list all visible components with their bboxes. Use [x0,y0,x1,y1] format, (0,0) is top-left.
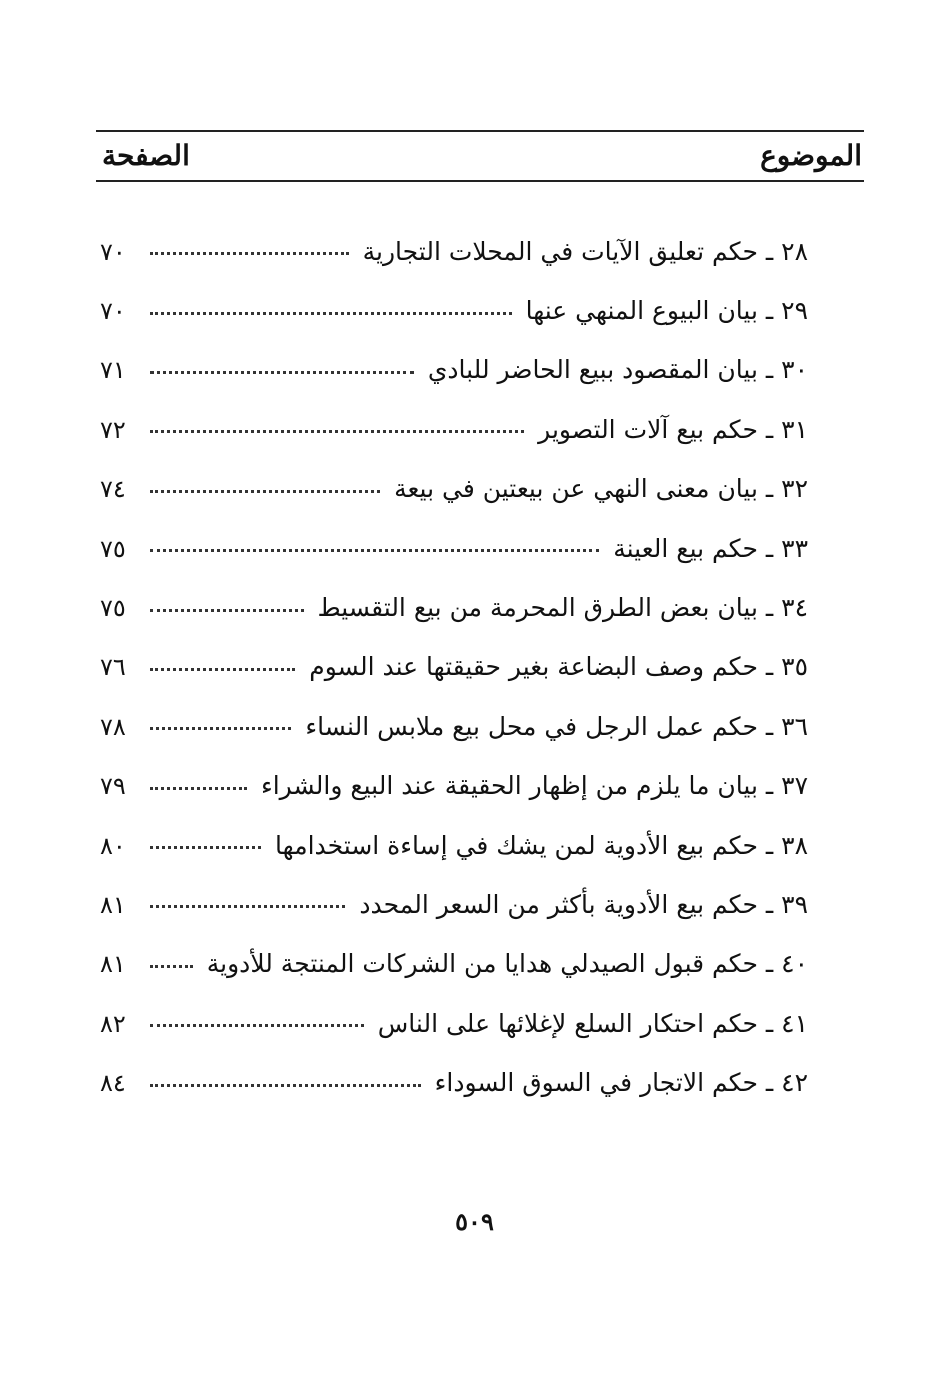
toc-header [96,130,864,182]
toc-entry-page: ٨٢ [100,1009,126,1038]
header-bottom-rule [96,180,864,182]
toc-entry [100,875,808,934]
dot-leader [150,846,261,849]
page-column-heading: الصفحة [102,139,190,172]
toc-entry-page: ٧٥ [100,594,126,623]
topic-column-heading: الموضوع [760,139,862,172]
toc-entry [100,816,808,875]
toc-entry [100,341,808,400]
toc-entry-title: ٤٠ ـ حكم قبول الصيدلي هدايا من الشركات المنتجة للأدوية [206,949,808,979]
dot-leader [150,371,414,374]
dot-leader [150,905,345,908]
toc-entry [100,460,808,519]
toc-entry-page: ٨١ [100,890,126,919]
toc-entry-page: ٧٨ [100,712,126,741]
header-top-rule [96,130,864,132]
toc-entry [100,222,808,281]
toc-entry-title: ٣١ ـ حكم بيع آلات التصوير [538,414,808,444]
dot-leader [150,312,512,315]
dot-leader [150,965,193,968]
toc-entry-title: ٣٨ ـ حكم بيع الأدوية لمن يشك في إساءة استخدامها [275,830,808,860]
toc-entry-page: ٧١ [100,356,126,385]
dot-leader [150,549,599,552]
toc-entry [100,281,808,340]
toc-entry-page: ٧٢ [100,415,126,444]
toc-entry-page: ٧٠ [100,297,126,326]
toc-entry-title: ٢٨ ـ حكم تعليق الآيات في المحلات التجارية [362,236,808,266]
toc-entry [100,757,808,816]
toc-entry-page: ٧٤ [100,475,126,504]
toc-entry-title: ٣٠ ـ بيان المقصود ببيع الحاضر للبادي [427,355,808,385]
toc-entry-page: ٧٩ [100,772,126,801]
toc-entry-page: ٧٠ [100,237,126,266]
dot-leader [150,609,304,612]
dot-leader [150,1024,364,1027]
toc-entry-title: ٣٢ ـ بيان معنى النهي عن بيعتين في بيعة [394,474,808,504]
toc-entry-page: ٧٥ [100,534,126,563]
toc-entry [100,1053,808,1112]
toc-entry-title: ٢٩ ـ بيان البيوع المنهي عنها [525,296,808,326]
toc-entry [100,994,808,1053]
dot-leader [150,727,291,730]
page-number: ٥٠٩ [455,1207,494,1236]
toc-entry-title: ٣٤ ـ بيان بعض الطرق المحرمة من بيع التقسيط [317,593,808,623]
dot-leader [150,490,380,493]
dot-leader [150,252,349,255]
toc-entry-title: ٤١ ـ حكم احتكار السلع لإغلائها على الناس [377,1008,808,1038]
dot-leader [150,787,247,790]
toc-entry-title: ٣٩ ـ حكم بيع الأدوية بأكثر من السعر المحدد [359,889,808,919]
toc-entry-page: ٨٠ [100,831,126,860]
toc-entry [100,638,808,697]
toc-entry [100,697,808,756]
dot-leader [150,668,295,671]
toc-entry-page: ٨٤ [100,1069,126,1098]
toc-entry [100,400,808,459]
toc-entry-page: ٧٦ [100,653,126,682]
toc-entry [100,935,808,994]
toc-entry-title: ٣٣ ـ حكم بيع العينة [613,533,808,563]
toc-entry-title: ٤٢ ـ حكم الاتجار في السوق السوداء [434,1068,808,1098]
dot-leader [150,1084,421,1087]
toc-entry-title: ٣٦ ـ حكم عمل الرجل في محل بيع ملابس النساء [305,711,808,741]
toc-entry-title: ٣٥ ـ حكم وصف البضاعة بغير حقيقتها عند السوم [309,652,808,682]
table-of-contents [100,222,808,1113]
toc-entry [100,578,808,637]
toc-entry-title: ٣٧ ـ بيان ما يلزم من إظهار الحقيقة عند البيع والشراء [260,771,808,801]
dot-leader [150,430,524,433]
toc-entry [100,519,808,578]
toc-entry-page: ٨١ [100,950,126,979]
